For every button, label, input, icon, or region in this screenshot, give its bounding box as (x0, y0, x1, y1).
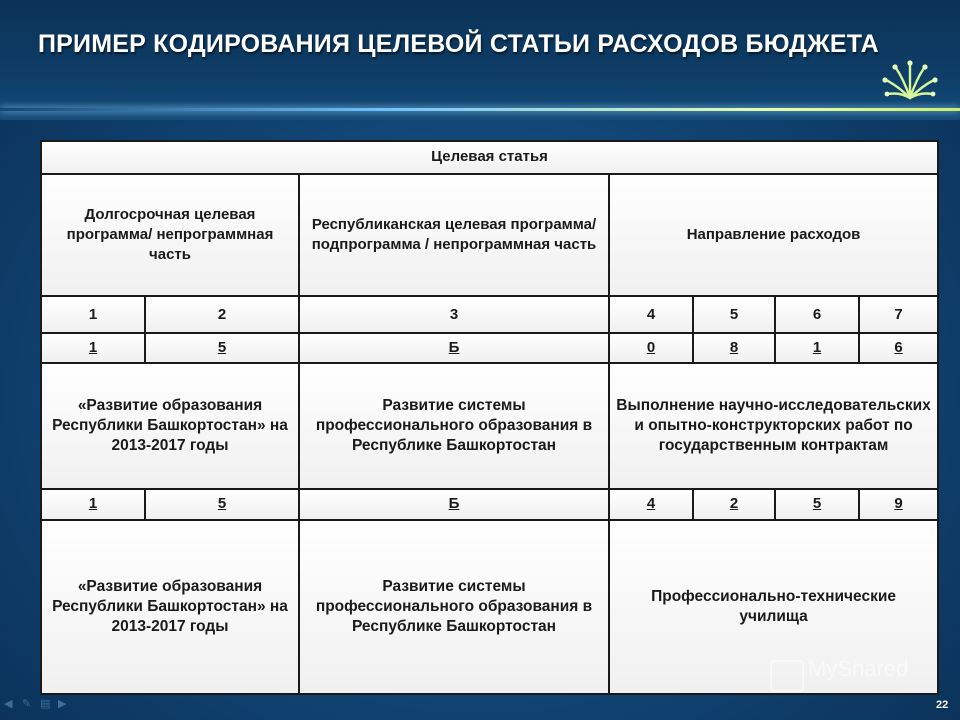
code-digit: 1 (41, 489, 145, 520)
position-number: 5 (693, 296, 775, 332)
position-number: 1 (41, 296, 145, 332)
subprogram-description: Развитие системы профессионального образования в Республике Башкортостан (299, 363, 609, 489)
column-direction: Направление расходов (609, 174, 938, 297)
position-number: 2 (145, 296, 299, 332)
code-digit: 0 (609, 333, 693, 364)
slide-nav (4, 698, 72, 714)
code-digit: Б (299, 489, 609, 520)
watermark: MyShared (808, 656, 909, 681)
code-digit: 5 (145, 489, 299, 520)
code-digit: 2 (693, 489, 775, 520)
kurai-flower-logo-icon (880, 58, 940, 102)
prev-slide-icon[interactable]: ◀ (4, 698, 13, 710)
table-header: Целевая статья (41, 141, 938, 174)
column-program: Долгосрочная целевая программа/ непрограммная часть (41, 174, 299, 297)
code-digit: 9 (859, 489, 938, 520)
program-description: «Развитие образования Республики Башкортостан» на 2013-2017 годы (41, 363, 299, 489)
header-divider (0, 108, 960, 111)
position-number: 4 (609, 296, 693, 332)
column-subprogram: Республиканская целевая программа/ подпрограмма / непрограммная часть (299, 174, 609, 297)
position-number: 7 (859, 296, 938, 332)
pen-icon[interactable]: ✎ (22, 698, 32, 710)
watermark-icon (770, 660, 804, 692)
code-digit: Б (299, 333, 609, 364)
code-digit: 1 (775, 333, 859, 364)
position-number: 6 (775, 296, 859, 332)
budget-code-table (40, 140, 939, 695)
next-slide-icon[interactable]: ▶ (58, 698, 67, 710)
code-digit: 8 (693, 333, 775, 364)
code-digit: 5 (775, 489, 859, 520)
subprogram-description: Развитие системы профессионального образования в Республике Башкортостан (299, 520, 609, 694)
code-digit: 5 (145, 333, 299, 364)
code-digit: 1 (41, 333, 145, 364)
slide-title: ПРИМЕР КОДИРОВАНИЯ ЦЕЛЕВОЙ СТАТЬИ РАСХОДОВ БЮДЖЕТА (38, 30, 879, 58)
program-description: «Развитие образования Республики Башкортостан» на 2013-2017 годы (41, 520, 299, 694)
code-digit: 4 (609, 489, 693, 520)
menu-icon[interactable]: ▤ (40, 698, 51, 710)
direction-description: Выполнение научно-исследовательских и опытно-конструкторских работ по государственным контрактам (609, 363, 938, 489)
direction-description: Профессионально-технические училища (609, 520, 938, 694)
code-digit: 6 (859, 333, 938, 364)
page-number: 22 (936, 699, 949, 711)
position-number: 3 (299, 296, 609, 332)
header-band (0, 0, 960, 120)
